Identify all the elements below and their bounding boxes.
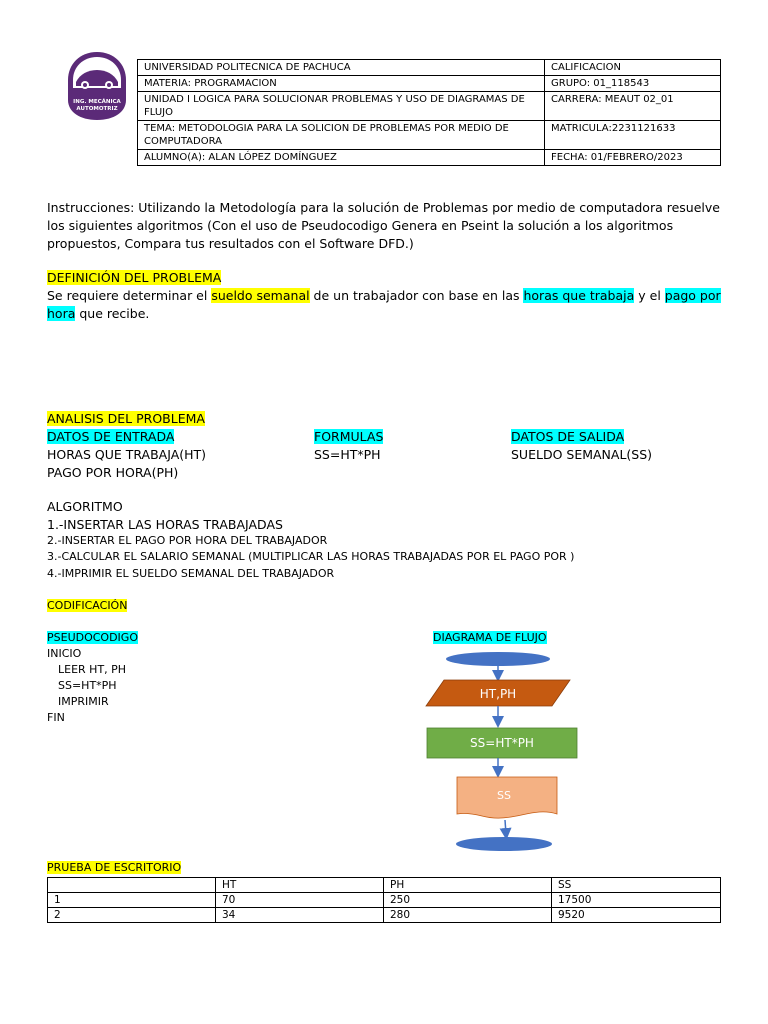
inputs-label-wrap <box>47 428 174 446</box>
header-cell-right: CARRERA: MEAUT 02_01 <box>545 92 721 121</box>
logo-text-line2: AUTOMOTRIZ <box>76 106 118 112</box>
column-header: PH <box>384 878 552 893</box>
algorithm-heading: ALGORITMO <box>47 499 123 514</box>
formulas-label: FORMULAS <box>314 429 384 444</box>
column-header: SS <box>552 878 721 893</box>
header-cell-right: CALIFICACION <box>545 60 721 76</box>
header-row <box>138 60 721 76</box>
header-cell-left: ALUMNO(A): ALAN LÓPEZ DOMÍNGUEZ <box>138 150 545 166</box>
header-cell-right: GRUPO: 01_118543 <box>545 76 721 92</box>
flow-heading-wrap <box>433 630 547 646</box>
desk-test-table <box>47 877 721 923</box>
pseudo-line: IMPRIMIR <box>58 695 109 708</box>
input-ht: HORAS QUE TRABAJA(HT) <box>47 447 207 462</box>
table-header-row <box>48 878 721 893</box>
header-table <box>137 59 721 166</box>
header-cell-left: TEMA: METODOLOGIA PARA LA SOLICION DE PROBLEMAS POR MEDIO DE COMPUTADORA <box>138 121 545 150</box>
definition-heading: DEFINICIÓN DEL PROBLEMA <box>47 270 222 285</box>
header-row <box>138 92 721 121</box>
flow-start-terminal <box>446 652 550 666</box>
header-row <box>138 121 721 150</box>
definition-part: Se requiere determinar el <box>47 288 212 303</box>
column-header: HT <box>216 878 384 893</box>
header-row <box>138 76 721 92</box>
table-cell: 9520 <box>552 908 721 923</box>
algorithm-step: 4.-IMPRIMIR EL SUELDO SEMANAL DEL TRABAJADOR <box>47 567 335 580</box>
highlight-sueldo-semanal: sueldo semanal <box>211 288 310 303</box>
algorithm-step: 3.-CALCULAR EL SALARIO SEMANAL (MULTIPLICAR LAS HORAS TRABAJADAS POR EL PAGO POR ) <box>47 550 575 563</box>
codification-heading: CODIFICACIÓN <box>47 599 128 612</box>
flow-process-label: SS=HT*PH <box>470 736 534 750</box>
flow-end-terminal <box>456 837 552 851</box>
logo-text-line1: ING. MECÁNICA <box>73 99 121 105</box>
definition-part: y el <box>634 288 665 303</box>
pseudo-heading-wrap <box>47 630 138 646</box>
pseudo-line: INICIO <box>47 647 82 660</box>
definition-text <box>47 287 737 323</box>
flow-output-label: SS <box>497 789 511 802</box>
outputs-label-wrap <box>511 428 624 446</box>
table-cell: 2 <box>48 908 216 923</box>
desk-test-heading-wrap <box>47 860 181 876</box>
definition-heading-wrap <box>47 269 221 287</box>
inputs-label: DATOS DE ENTRADA <box>47 429 175 444</box>
flow-heading: DIAGRAMA DE FLUJO <box>433 631 547 644</box>
flow-arrow <box>505 820 506 834</box>
pseudo-heading: PSEUDOCODIGO <box>47 631 138 644</box>
pseudo-line: FIN <box>47 711 65 724</box>
header-cell-left: MATERIA: PROGRAMACION <box>138 76 545 92</box>
header-cell-left: UNIDAD I LOGICA PARA SOLUCIONAR PROBLEMAS Y USO DE DIAGRAMAS DE FLUJO <box>138 92 545 121</box>
formulas-label-wrap <box>314 428 383 446</box>
analysis-heading-wrap <box>47 410 205 428</box>
header-row <box>138 150 721 166</box>
table-row <box>48 893 721 908</box>
algorithm-step: 2.-INSERTAR EL PAGO POR HORA DEL TRABAJADOR <box>47 534 328 547</box>
outputs-label: DATOS DE SALIDA <box>511 429 625 444</box>
table-cell: 70 <box>216 893 384 908</box>
flow-input-label: HT,PH <box>479 687 517 701</box>
highlight-horas: horas que trabaja <box>523 288 635 303</box>
flowchart <box>420 648 600 854</box>
header-cell-right: FECHA: 01/FEBRERO/2023 <box>545 150 721 166</box>
table-cell: 1 <box>48 893 216 908</box>
instructions: Instrucciones: Utilizando la Metodología para la solución de Problemas por medio de computadora resuelve los siguientes algoritmos (Con el uso de Pseudocodigo Genera en Pseint la solución a los algoritmos propuestos, Compara tus resultados con el Software DFD.) <box>47 200 720 251</box>
algorithm-step: 1.-INSERTAR LAS HORAS TRABAJADAS <box>47 517 283 532</box>
definition-part: de un trabajador con base en las <box>309 288 524 303</box>
input-ph: PAGO POR HORA(PH) <box>47 465 179 480</box>
table-row <box>48 908 721 923</box>
table-cell: 34 <box>216 908 384 923</box>
desk-test-heading: PRUEBA DE ESCRITORIO <box>47 861 182 874</box>
definition-part: que recibe. <box>75 306 150 321</box>
header-cell-right: MATRICULA:2231121633 <box>545 121 721 150</box>
formula-text: SS=HT*PH <box>314 447 381 462</box>
analysis-heading: ANALISIS DEL PROBLEMA <box>47 411 205 426</box>
table-cell: 17500 <box>552 893 721 908</box>
output-ss: SUELDO SEMANAL(SS) <box>511 447 653 462</box>
pseudo-line: SS=HT*PH <box>58 679 117 692</box>
pseudo-line: LEER HT, PH <box>58 663 127 676</box>
header-cell-left: UNIVERSIDAD POLITECNICA DE PACHUCA <box>138 60 545 76</box>
table-cell: 250 <box>384 893 552 908</box>
codification-heading-wrap <box>47 598 127 614</box>
highlight-pago: pago por hora <box>47 288 721 321</box>
table-cell: 280 <box>384 908 552 923</box>
column-header <box>48 878 216 893</box>
university-logo <box>66 50 128 122</box>
